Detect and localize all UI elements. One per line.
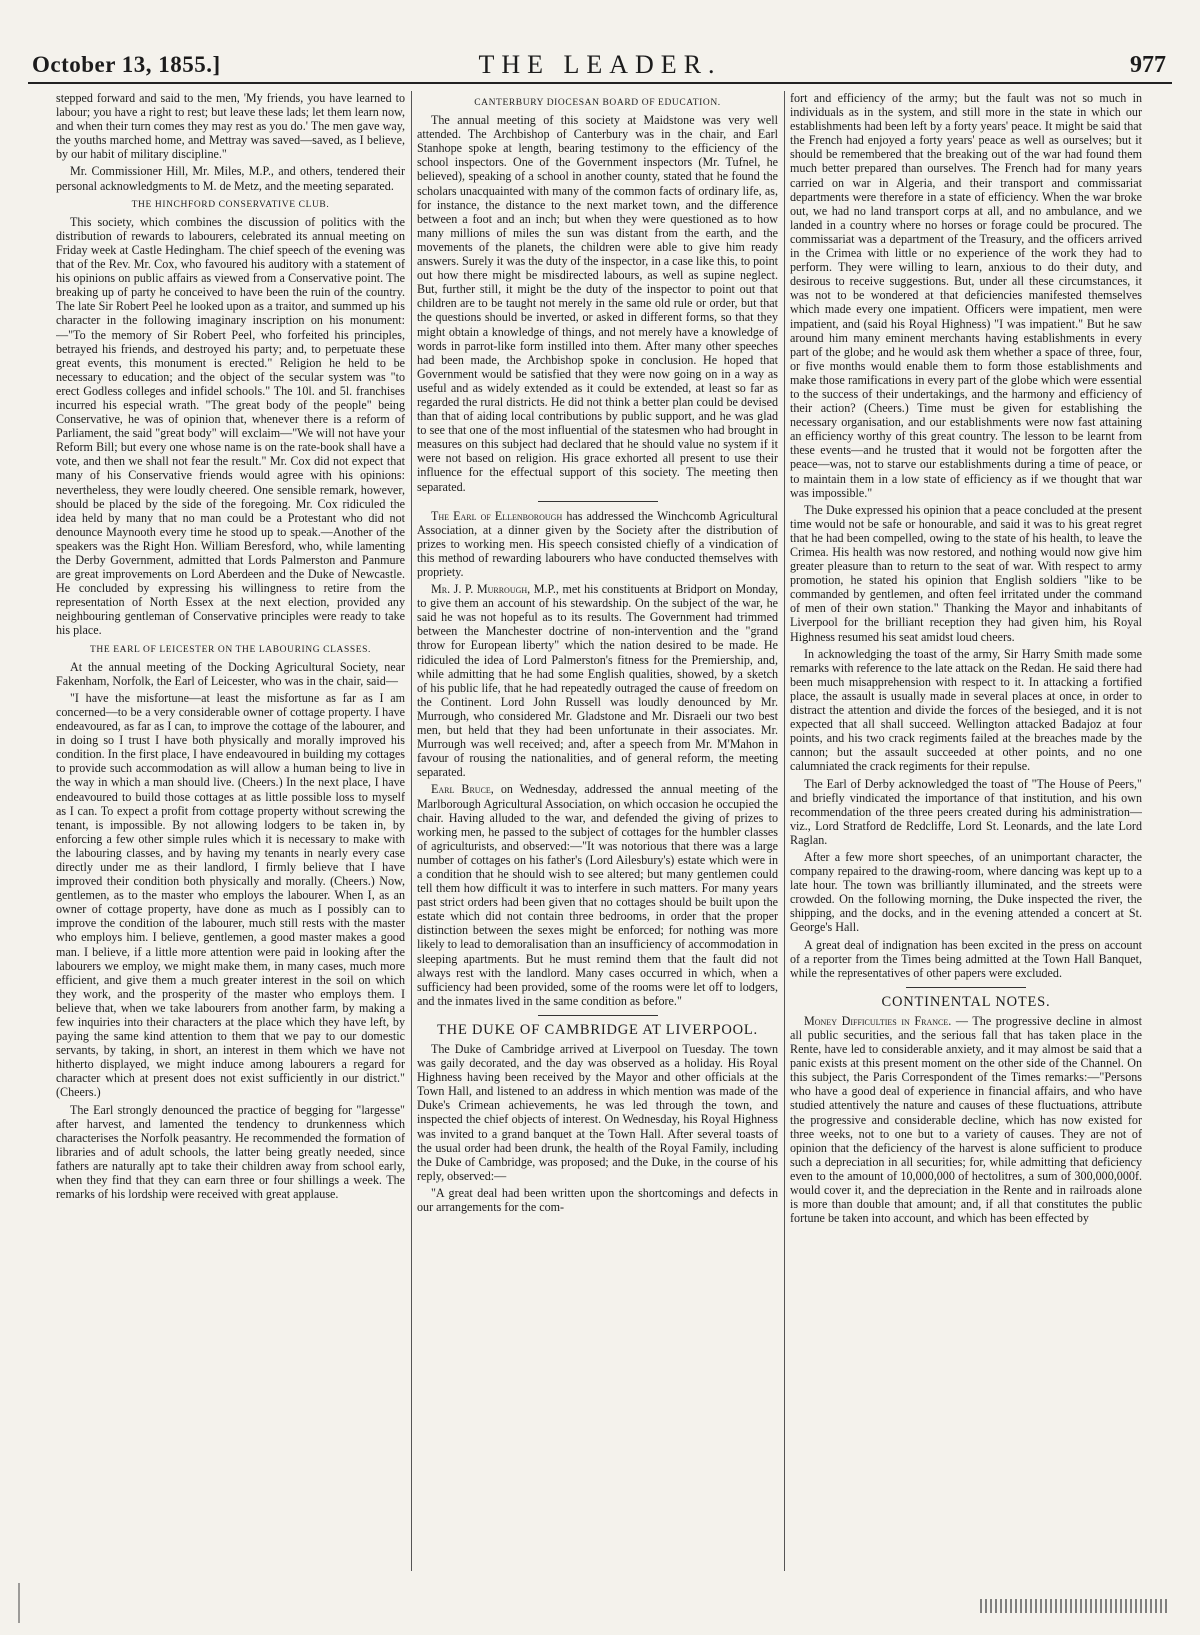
page-footer (0, 1575, 1200, 1635)
column-2 (417, 91, 778, 1571)
scan-mark (18, 1583, 80, 1623)
separator (538, 501, 658, 502)
paragraph (417, 582, 778, 779)
section-heading: THE EARL OF LEICESTER ON THE LABOURING CLASSES. (89, 644, 371, 655)
paragraph: At the annual meeting of the Docking Agricultural Society, near Fakenham, Norfolk, the Earl of Leicester, who was in the chair, said— (56, 659, 405, 688)
lead-in: The Earl of Ellenborough (431, 508, 563, 523)
article-title: CONTINENTAL NOTES. (881, 993, 1051, 1010)
column-1 (56, 91, 405, 1571)
paragraph: After a few more short speeches, of an unimportant character, the company repaired to the drawing-room, where dancing was kept up to a late hour. The town was brilliantly illuminated, and the streets were crowded. On the following morning, the Duke inspected the river, the shipping, and the docks, and in the evening attended a concert at St. George's Hall. (790, 849, 1142, 935)
paragraph-text: — The progressive decline in almost all public securities, and the serious fall that has taken place in the Rente, have led to considerable anxiety, and it may almost be said that a panic exists at this present moment on the other side of the Channel. On this subject, the Paris Correspondent of the Times remarks:—"Persons who have a good deal of experience in financial affairs, and who have studied attentively the nature and causes of these fluctuations, attribute the progressive and considerable decline, which has now existed for three weeks, not to one but to a variety of causes. They are not of opinion that the deficiency of the harvest is alone sufficient to produce such a depreciation in all securities; for, while admitting that deficiency even to the amount of 10,000,000 of hectolitres, a sum of 300,000,000f. would cover it, and the depreciation in the Rente and in railroads alone is more than double that amount; and, if all that constitutes the public fortune be taken into account, and which has been effected by (790, 1013, 1142, 1226)
paragraph: The annual meeting of this society at Maidstone was very well attended. The Archbishop of Canterbury was in the chair, and Earl Stanhope spoke at length, bearing testimony to the efficiency of the school inspectors. One of the Government inspectors (Mr. Tufnel, he believed), speaking of a school in another county, stated that he found the scholars unacquainted with many of the common facts of ordinary life, as, for instance, the distance to the next market town, and the difference between a foot and an inch; but when they were questioned as to how many millions of miles the sun was distant from the earth, and the movements of the planets, the children were able to give him ready answers. Surely it was the duty of the inspector, in a case like this, to point out how there might be misdirected labours, as well as supine neglect. But, further still, it might be the duty of the inspector to point out that children are to be taught not merely in the same old rule or order, but that the questions should be inverted, or asked in different forms, so that they might obtain a knowledge of things, and not merely have a knowledge of words in parrot-like form instilled into them. After many other speeches had been made, the Archbishop spoke in conclusion. He hoped that Government would be satisfied that they were now going on in a way as useful and as widely extended as it could be extended, at least so far as regarded the rural districts. He did not think a better plan could be devised than that of aiding local contributions by public support, and he was glad to see that one of the most influential of the statesmen who had brought in measures on this subject had declared that he should value no system if it were not based on religion. His grace exhorted all present to use their influence for the effectual support of this society. The meeting then separated. (417, 113, 778, 494)
paragraph (417, 782, 778, 1008)
column-rule-1 (411, 91, 412, 1571)
paragraph: A great deal of indignation has been excited in the press on account of a reporter from the Times being admitted at the Town Hall Banquet, while the representatives of other papers were excluded. (790, 937, 1142, 980)
paragraph-text: has addressed the Winchcomb Agricultural Association, at a dinner given by the Society after the distribution of prizes to working men. His speech consisted chiefly of a vindication of this method of rewarding labourers who have conducted themselves with propriety. (417, 508, 778, 579)
page-header (28, 48, 1172, 84)
paragraph (790, 1014, 1142, 1225)
lead-in: Earl Bruce, (431, 782, 494, 797)
masthead-title: THE LEADER. (478, 50, 722, 79)
paragraph (417, 509, 778, 579)
paragraph: "A great deal had been written upon the shortcomings and defects in our arrangements for the com- (417, 1185, 778, 1215)
paragraph: fort and efficiency of the army; but the fault was not so much in individuals as in the system, and still more in the state in which our establishments had been left by a forty years' peace. It might be said that the French had enjoyed a forty years' peace as well as ourselves; but it should be remembered that the breaking out of the war had found them much better prepared than ourselves. The French had for many years carried on war in Algeria, and their transport and commissariat departments were therefore in a state of efficiency. When the war broke out, we had no land transport corps at all, and no ambulance, and we landed in a country where no horses or forage could be procured. The commissariat was a department of the Treasury, and the officers arrived in the Crimea with little or no experience of the work they had to perform. They were willing to learn, anxious to do their duty, and desirous to receive suggestions. But, under all these circumstances, it was not to be wondered at that deficiencies manifested themselves which made every one impatient. Officers were impatient, men were impatient, and (said his Royal Highness) "I was impatient." But he saw around him many eminent merchants having establishments in every part of the globe; and he would ask them whether a space of three, four, or five months would enable them to form those establishments and make those ramifications in every part of the globe which were essential to the success of their undertakings, and the harmony and efficiency of their action? (Cheers.) Time must be given for establishing the necessary organisation, and our establishments were now fast attaining an efficiency worthy of this great country. The lesson to be learnt from these events—and he trusted that it would not be forgotten after the peace—was, not to starve our establishments during a time of peace, or to maintain them in a low state of efficiency as if we thought that war was impossible." (790, 91, 1142, 500)
scan-barcode (980, 1599, 1170, 1613)
lead-in: Mr. J. P. Murrough, M.P., (431, 582, 559, 597)
paragraph-text: on Wednesday, addressed the annual meeting of the Marlborough Agricultural Association, on which occasion he occupied the chair. Having alluded to the war, and defended the giving of prizes to working men, he passed to the subject of cottages for the humbler classes of agriculturists, and observed:—"It was notorious that there was a large number of cottages on his father's (Lord Ailesbury's) estate which were in a condition that he should wish to see altered; but many gentlemen could tell them how difficult it was to interfere in such matters. For many years past strict orders had been given that no cottages should be built upon the estate which did not contain three bedrooms, in order that the proper distinction between the sexes might be enforced; for nothing was more likely to lead to demoralisation than an insufficiency of accommodation in sleeping apartments. But he must remind them that the fault did not always rest with the landlord. Many cases occurred in which, when a sufficiency had been provided, some of the rooms were let off to lodgers, and the inmates lived in the same condition as before." (417, 782, 778, 1008)
paragraph: "I have the misfortune—at least the misfortune as far as I am concerned—to be a very considerable owner of cottage property. I have endeavoured, as far as I can, to improve the cottage of the labourer, and in doing so I trust I have both physically and morally improved his condition. In the first place, I have endeavoured in building my cottages to provide such accommodation as will allow a human being to live in the way in which a man should live. (Cheers.) In the next place, I have endeavoured to build those cottages at as little possible loss to myself as I can. To expect a profit from cottage property without screwing the tenant, is impossible. By not allowing lodgers to be taken in, by enforcing a few other simple rules which it is necessary to make with the labouring classes, and by having my tenants in nearly every case directly under me as their landlord, I firmly believe that I have improved their condition both physically and morally. (Cheers.) Now, gentlemen, as to the master who employs the labourer. When I, as an owner of cottage property, have done as much as I possibly can to improve the condition of the labourer, much still rests with the master who employs him. I believe, gentlemen, a good master makes a good man. I believe, if a little more attention were paid in looking after the labourers we employ, we might make them, in many cases, much more efficient, and give them a much greater interest in the soil on which they work, and the prosperity of the master who employs them. I believe that, when we take labourers from another farm, by making a few inquiries into their characters at the place which they have left, by paying the same kind attention to them that we pay to our domestic servants, by taking, in short, an interest in them which we have not hitherto displayed, we might induce among labourers a regard for character which at present does not exist sufficiently in our district." (Cheers.) (56, 690, 405, 1100)
page-number: 977 (1130, 52, 1166, 78)
lead-in: Money Difficulties in France. (804, 1013, 952, 1028)
separator (538, 1015, 658, 1016)
paragraph: This society, which combines the discussion of politics with the distribution of rewards to labourers, celebrated its annual meeting on Friday week at Castle Hedingham. The chief speech of the evening was that of the Rev. Mr. Cox, who favoured his auditory with a statement of his opinions on public affairs as viewed from a Conservative point. The breaking up of party he conceived to have been the ruin of the country. The late Sir Robert Peel he looked upon as a traitor, and summed up his character in the following imaginary inscription on his monument:—"To the memory of Sir Robert Peel, who forfeited his principles, betrayed his friends, and destroyed his party; and, to perpetuate these great events, this monument is erected." Religion he held to be necessary to education; and the object of the secular system was "to erect Godless colleges and infidel schools." The 10l. and 5l. franchises incurred his especial wrath. "The great body of the people" being Conservative, he was of opinion that, whenever there is a reform of Parliament, the said "great body" will exclaim—"We will not have your Reform Bill; but every one whose name is on the rate-book shall have a vote, and then we shall not fear the result." Mr. Cox did not expect that many of his Conservative friends would agree with his opinions: nevertheless, they were loudly cheered. One sensible remark, however, should be placed by the side of the foregoing. Mr. Cox ridiculed the idea held by many that no man could be a Protestant who did not denounce Maynooth every time he stood up to speak.—Another of the speakers was the Right Hon. William Beresford, who, while lamenting the Derby Government, admitted that Lords Palmerston and Panmure are great improvements on Lord Aberdeen and the Duke of Newcastle. He concluded by expressing his willingness to retire from the representation of North Essex at the next election, provided any neighbouring gentleman of Conservative principles were ready to take his place. (56, 214, 405, 638)
section-heading: CANTERBURY DIOCESAN BOARD OF EDUCATION. (474, 98, 721, 108)
paragraph: In acknowledging the toast of the army, Sir Harry Smith made some remarks with reference to the late attack on the Redan. He said there had been much misapprehension with respect to it. In attacking a fortified place, the assault is usually made in several places at once, in order to distract the attention and divide the forces of the besieged, and it is not expected that all shall succeed. Wellington attacked Badajoz at four points, and his two crack regiments failed at the breaches made by the cannon; but the assault succeeded at other points, and no one calumniated the crack regiments for their repulse. (790, 646, 1142, 774)
paragraph: The Duke of Cambridge arrived at Liverpool on Tuesday. The town was gaily decorated, and the day was observed as a holiday. His Royal Highness having been received by the Mayor and other officials at the Town Hall, and listened to an address in which mention was made of the Duke's Crimean achievements, he was led through the town, and inspected the chief objects of interest. On Wednesday, his Royal Highness was invited to a grand banquet at the Town Hall. After several toasts of the usual order had been drunk, the health of the Royal Family, including the Duke of Cambridge, was proposed; and the Duke, in the course of his reply, observed:— (417, 1042, 778, 1183)
paragraph: The Earl strongly denounced the practice of begging for "largesse" after harvest, and lamented the tendency to drunkenness which characterises the Norfolk peasantry. He recommended the formation of libraries and of adult schools, the latter being greatly needed, since fathers are naturally apt to take their children away from school early, when they find that they can earn three or four shillings a week. The remarks of his lordship were received with great applause. (56, 1102, 405, 1202)
issue-date: October 13, 1855.] (32, 52, 221, 77)
column-3 (790, 91, 1142, 1571)
article-title: THE DUKE OF CAMBRIDGE AT LIVERPOOL. (437, 1021, 758, 1038)
paragraph: Mr. Commissioner Hill, Mr. Miles, M.P., and others, tendered their personal acknowledgments to M. de Metz, and the meeting separated. (56, 164, 405, 193)
separator (906, 987, 1026, 988)
paragraph-text: met his constituents at Bridport on Monday, to give them an account of his stewardship. On the subject of the war, he said he was not hopeful as to its results. The Government had trimmed between the Manchester doctrine of non-intervention and the "grand throw for European liberty" which the nation desired to be made. He ridiculed the idea of Lord Palmerston's fitness for the Premiership, and, while admitting that he had some English qualities, showed, by a sketch of his public life, that he had repeatedly outraged the cause of freedom on the Continent. Lord John Russell was loudly denounced by Mr. Murrough, who considered Mr. Gladstone and Mr. Disraeli our two best men, but held that they had been unfortunate in their associates. Mr. Murrough was well received; and, after a speech from Mr. M'Mahon in favour of rousing the nationalities, and of general reform, the meeting separated. (417, 582, 778, 780)
paragraph: The Duke expressed his opinion that a peace concluded at the present time would not be safe or honourable, and said it was to his great regret that he had been compelled, owing to the state of his health, to leave the Crimea. His health was now restored, and nothing would now give him greater pleasure than to return to the seat of war. With respect to army promotion, he stated his opinion that English soldiers "like to be commanded by gentlemen, and often feel irritated under the command of men of their own station." Thanking the Mayor and inhabitants of Liverpool for the brilliant reception they had given him, his Royal Highness resumed his seat amidst loud cheers. (790, 502, 1142, 644)
section-heading: THE HINCHFORD CONSERVATIVE CLUB. (131, 199, 330, 210)
paragraph: stepped forward and said to the men, 'My friends, you have learned to labour; you have a right to rest; but leave these lads; let them learn now, and when their turn comes they may rest as you do.' The men gave way, the youths marched home, and Mettray was saved—saved, as I believe, by our habit of military discipline." (56, 91, 405, 162)
column-rule-2 (784, 91, 785, 1571)
paragraph: The Earl of Derby acknowledged the toast of "The House of Peers," and briefly vindicated the importance of that institution, and his own recommendation of the three peers created during his administration—viz., Lord Stratford de Redcliffe, Lord St. Leonards, and the late Lord Raglan. (790, 776, 1142, 847)
